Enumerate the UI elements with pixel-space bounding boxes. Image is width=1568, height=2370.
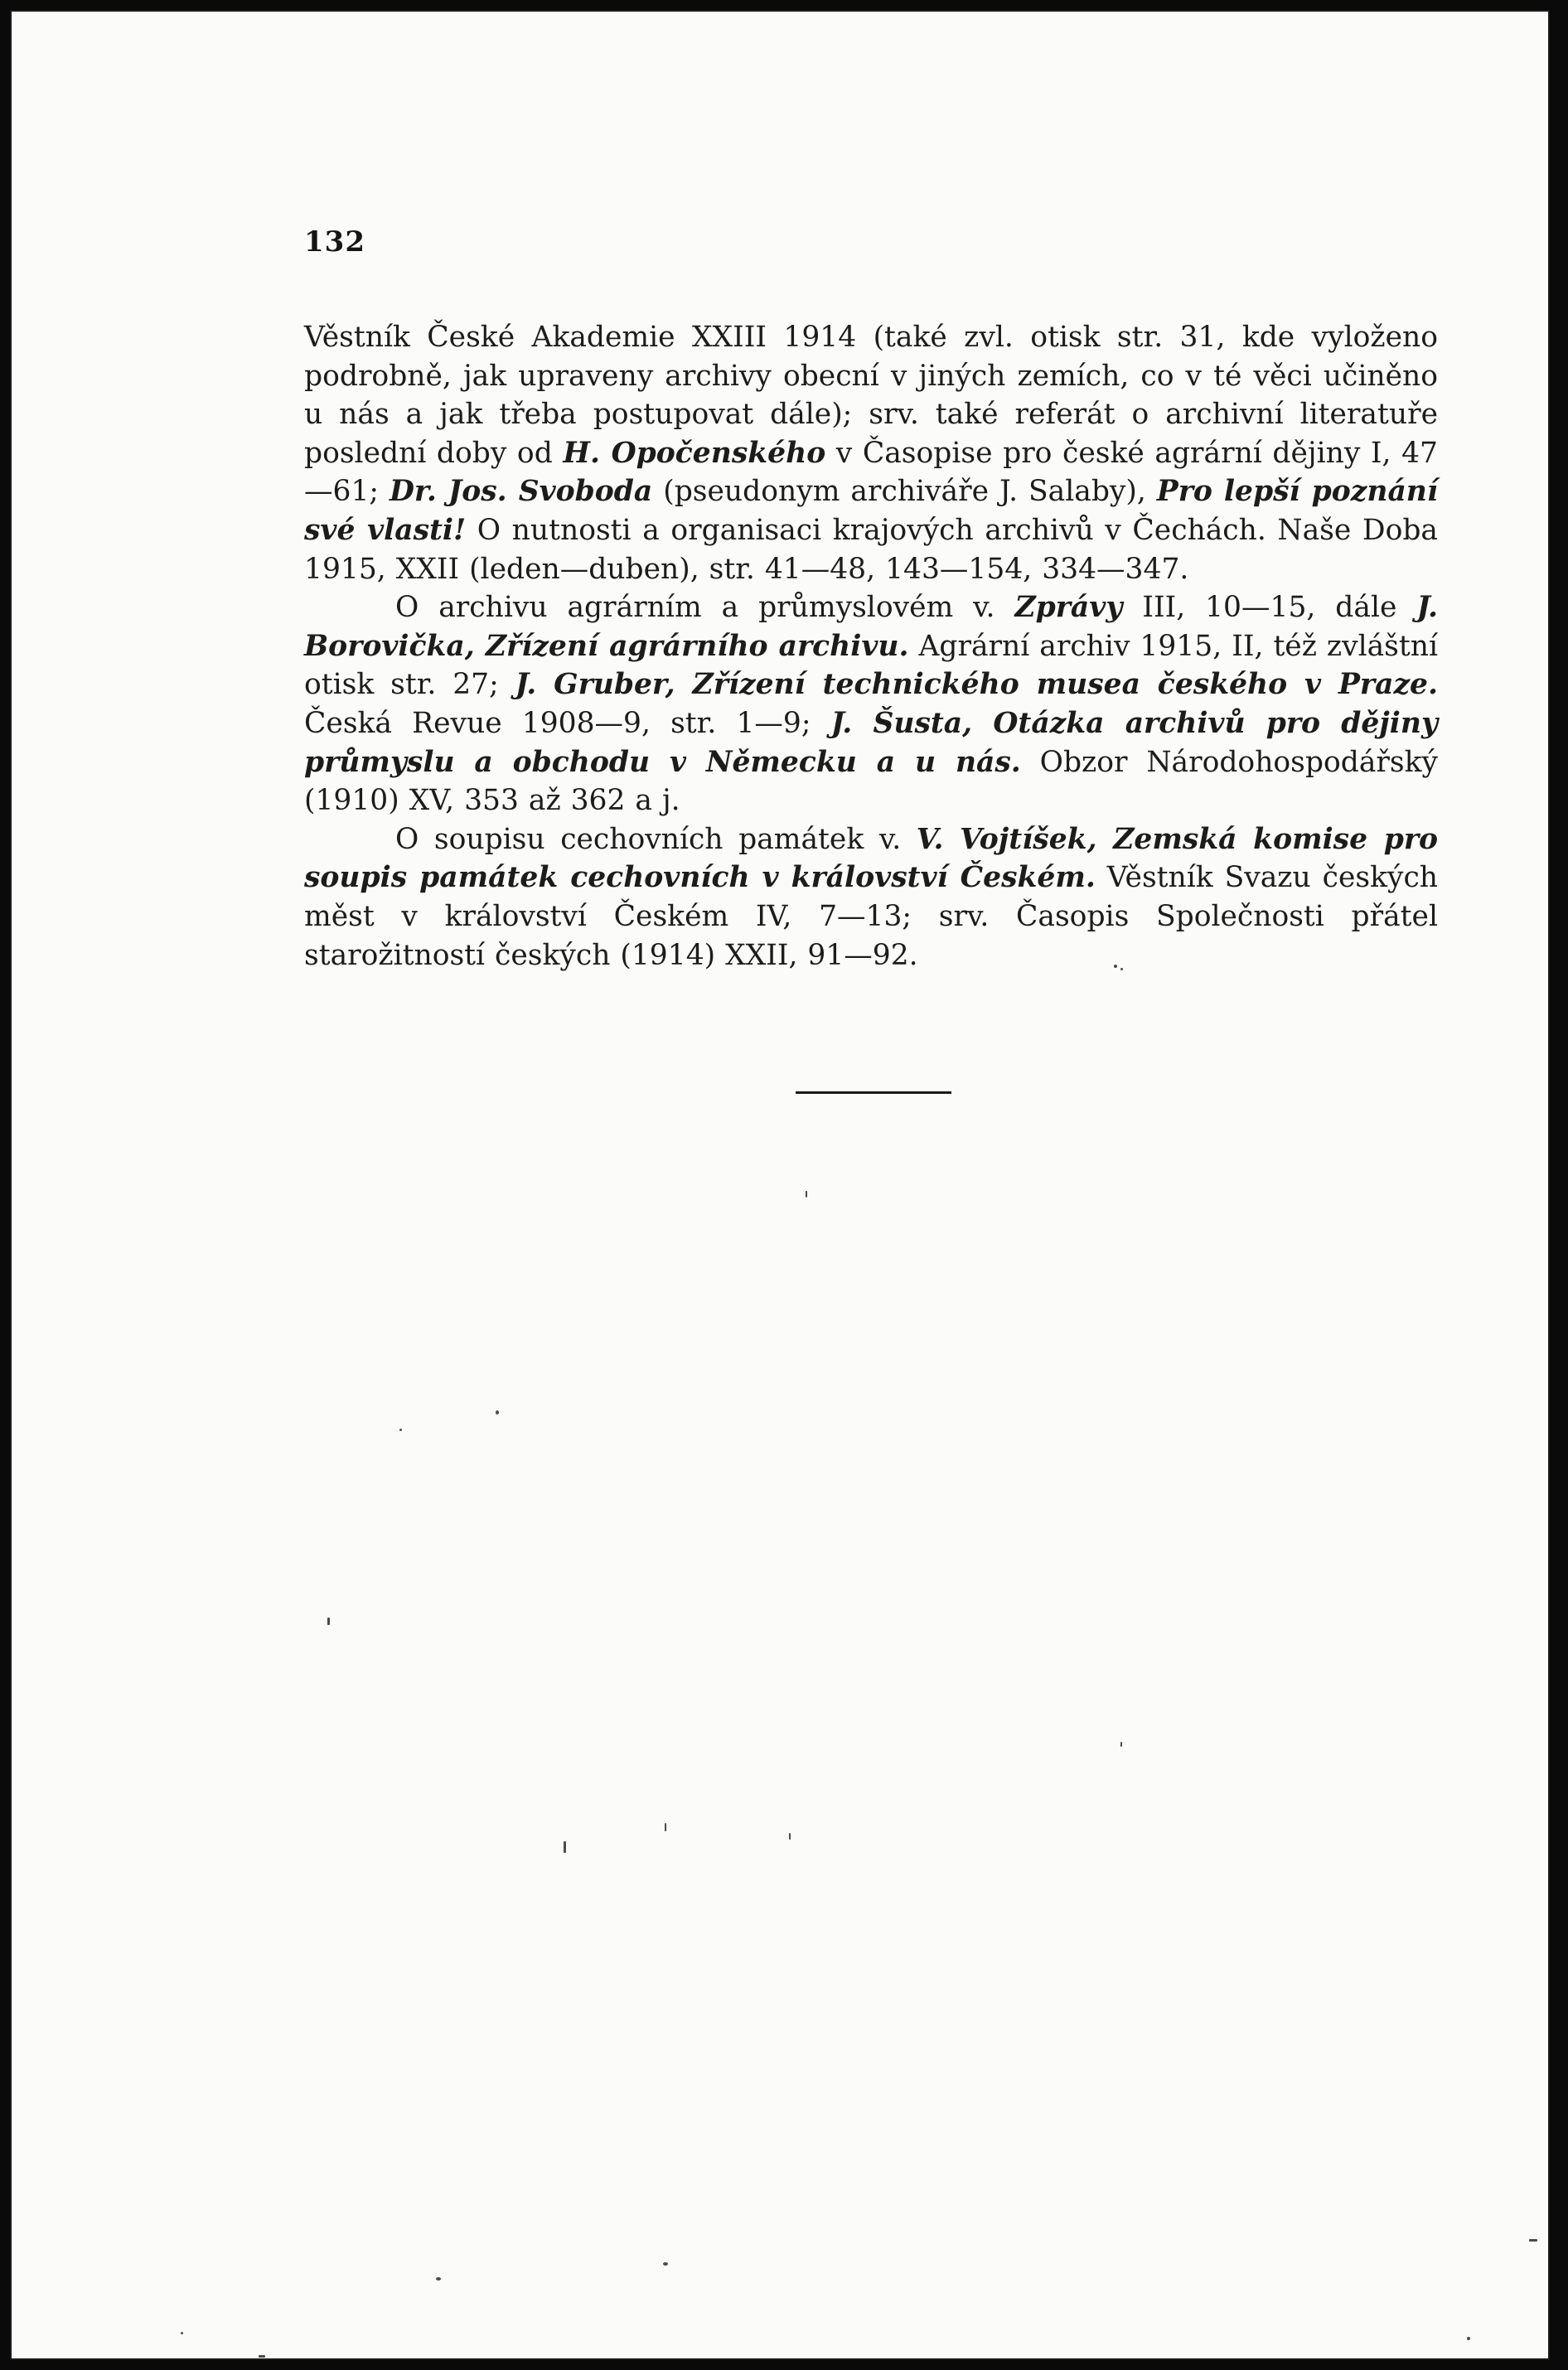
text-run: Obzor Národohospodářský (1910) XV, 353 až 362 a j. <box>304 745 1438 818</box>
italic-run: J. Borovička, Zřízení agrárního archivu. <box>304 591 1438 663</box>
scan-speck <box>663 2262 668 2266</box>
italic-run: Zprávy <box>1014 591 1123 625</box>
text-run: Věstník České Akademie XXIII 1914 (také zvl. otisk str. 31, kde vyloženo podrobně, jak upraveny archivy obecní v jiných zemích, co v té věci učiněno u nás a jak třeba postupovat dále); srv. také referát o archivní literatuře poslední doby od <box>304 321 1438 470</box>
scan-speck <box>259 2355 265 2358</box>
text-run: O nutnosti a organisaci krajových archivů v Čechách. Naše Doba 1915, XXII (leden—duben), str. 41—48, 143—154, 334—347. <box>304 513 1438 586</box>
text-run: v Časopise pro české agrární dějiny I, 47—61; <box>304 436 1438 509</box>
scan-speck <box>789 1833 791 1840</box>
italic-run: Pro lepší poznání své vlasti! <box>304 475 1438 547</box>
text-run: Věstník Svazu českých měst v království Českém IV, 7—13; srv. Časopis Společnosti přátel starožitností českých (1914) XXII, 91—92. <box>304 861 1439 972</box>
paragraph-1 <box>304 318 1438 588</box>
body-text <box>304 318 1438 975</box>
scan-speck <box>399 1429 402 1431</box>
text-run: III, 10—15, dále <box>1122 591 1417 625</box>
section-rule <box>796 1091 951 1094</box>
scan-speck <box>665 1823 666 1831</box>
italic-run: Dr. Jos. Svoboda <box>389 475 653 509</box>
text-run: Agrární archiv 1915, II, též zvláštní otisk str. 27; <box>304 629 1438 702</box>
page-number: 132 <box>304 225 365 259</box>
italic-run: J. Gruber, Zřízení technického musea českého v Praze. <box>515 668 1438 702</box>
text-run: (pseudonym archiváře J. Salaby), <box>652 475 1157 509</box>
paragraph-3 <box>304 820 1438 975</box>
paragraph-2 <box>304 588 1438 820</box>
italic-run: H. Opočenského <box>563 436 826 470</box>
document-page <box>10 10 1550 2360</box>
italic-run: V. Vojtíšek, Zemská komise pro soupis památek cechovních v království Českém. <box>304 822 1439 895</box>
text-run: O soupisu cechovních památek v. <box>395 822 917 856</box>
scan-speck <box>1120 968 1123 970</box>
scan-speck <box>496 1410 499 1415</box>
text-run: O archivu agrárním a průmyslovém v. <box>395 591 1015 625</box>
italic-run: J. Šusta, Otázka archivů pro dějiny průmyslu a obchodu v Německu a u nás. <box>304 706 1438 779</box>
scan-speck <box>1467 2337 1470 2340</box>
scan-speck <box>1114 965 1117 968</box>
scan-speck <box>181 2332 183 2334</box>
scan-speck <box>564 1841 566 1853</box>
text-run: Česká Revue 1908—9, str. 1—9; <box>304 706 831 740</box>
scan-speck <box>327 1618 330 1625</box>
scan-speck <box>1120 1742 1122 1747</box>
scan-speck <box>806 1191 807 1197</box>
scan-speck <box>436 2277 441 2281</box>
scan-speck <box>1529 2239 1537 2242</box>
